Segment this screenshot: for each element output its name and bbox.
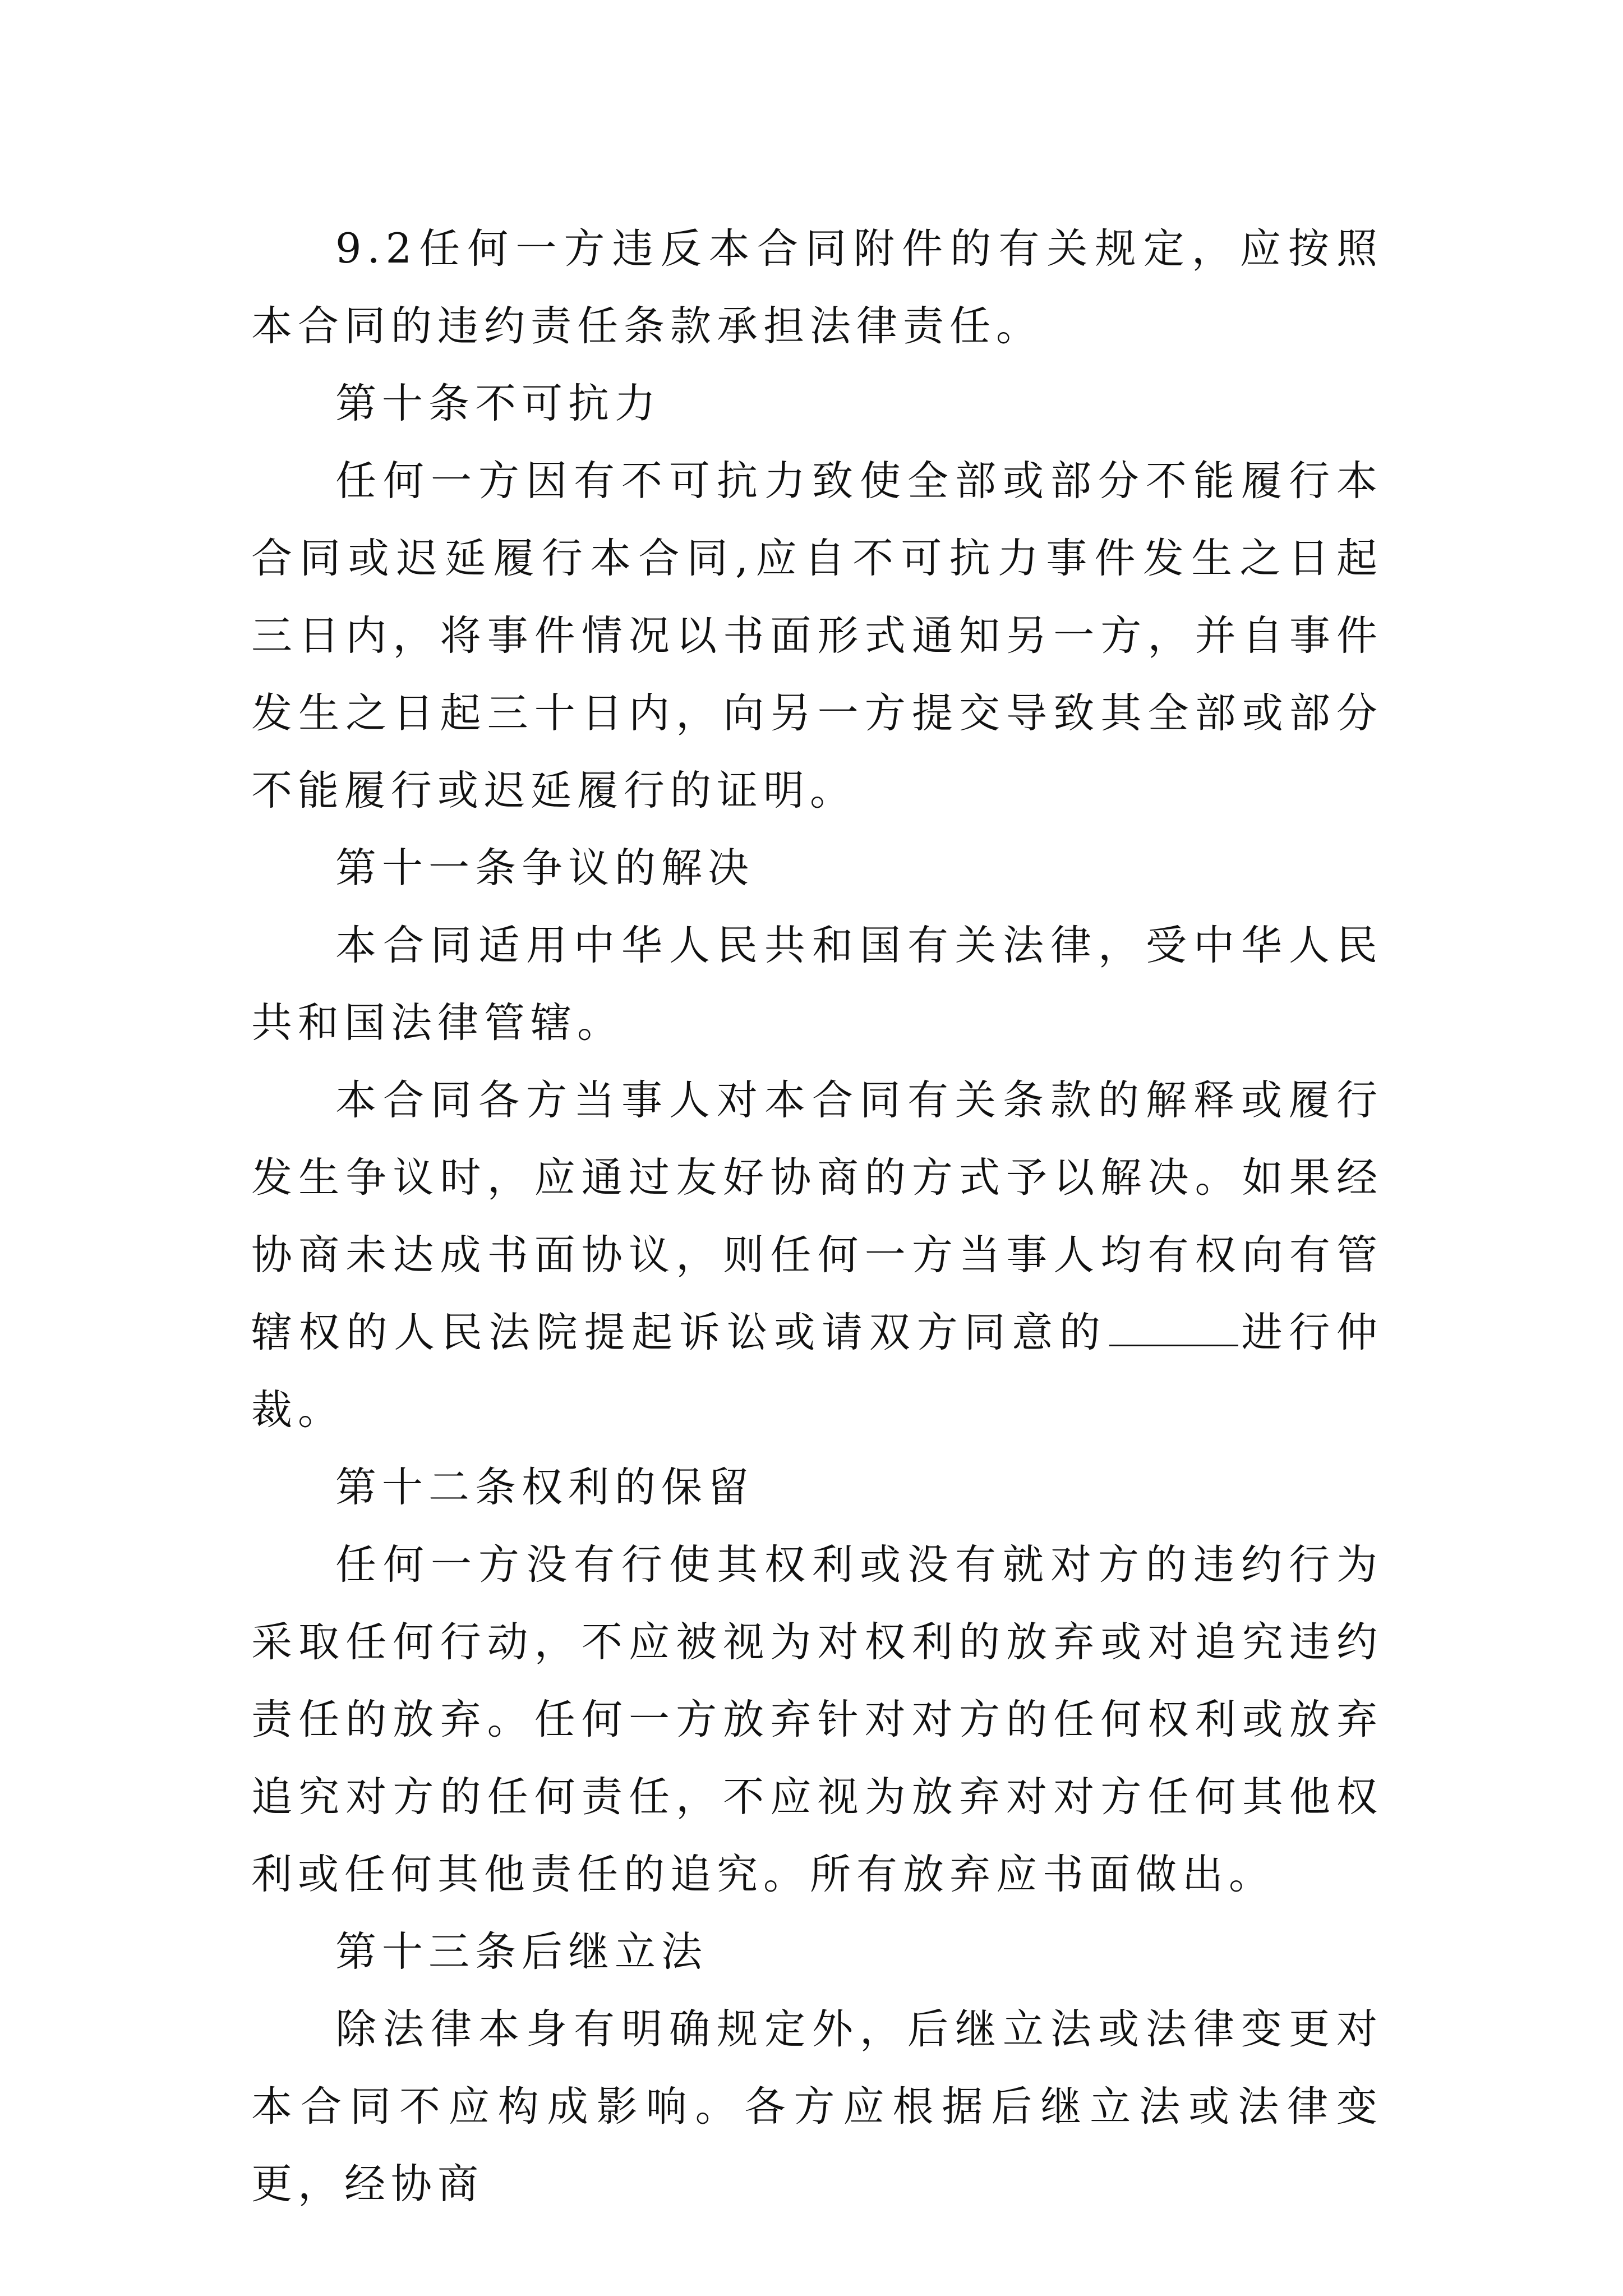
- force-majeure-paragraph: 任何一方因有不可抗力致使全部或部分不能履行本合同或迟延履行本合同,应自不可抗力事件发生之日起三日内，将事件情况以书面形式通知另一方，并自事件发生之日起三十日内，向另一方提交导致其全部或部分不能履行或迟延履行的证明。: [251, 457, 1383, 815]
- dispute-text-after-blank: 进行仲裁。: [251, 1309, 1384, 1434]
- document-body: [251, 210, 1383, 2223]
- subsequent-legislation-paragraph: 除法律本身有明确规定外，后继立法或法律变更对本合同不应构成影响。各方应根据后继立法或法律变更，经协商: [251, 2005, 1383, 2208]
- arbitration-institution-blank: [1109, 1303, 1238, 1346]
- clause-11-heading: 第十一条争议的解决: [335, 844, 754, 892]
- dispute-resolution-paragraph: [251, 1062, 1383, 1449]
- clause-9-2-paragraph: 9.2任何一方违反本合同附件的有关规定，应按照本合同的违约责任条款承担法律责任。: [251, 225, 1383, 350]
- reservation-of-rights-paragraph: 任何一方没有行使其权利或没有就对方的违约行为采取任何行动，不应被视为对权利的放弃或对追究违约责任的放弃。任何一方放弃针对对方的任何权利或放弃追究对方的任何责任，不应视为放弃对对方任何其他权利或任何其他责任的追究。所有放弃应书面做出。: [251, 1541, 1383, 1898]
- dispute-text-before-blank: 本合同各方当事人对本合同有关条款的解释或履行发生争议时，应通过友好协商的方式予以解决。如果经协商未达成书面协议，则任何一方当事人均有权向有管辖权的人民法院提起诉讼或请双方同意的: [251, 1076, 1383, 1356]
- clause-12-heading: 第十二条权利的保留: [335, 1464, 754, 1511]
- governing-law-paragraph: 本合同适用中华人民共和国有关法律，受中华人民共和国法律管辖。: [251, 922, 1383, 1047]
- clause-13-heading: 第十三条后继立法: [335, 1928, 708, 1976]
- clause-10-heading: 第十条不可抗力: [335, 380, 661, 427]
